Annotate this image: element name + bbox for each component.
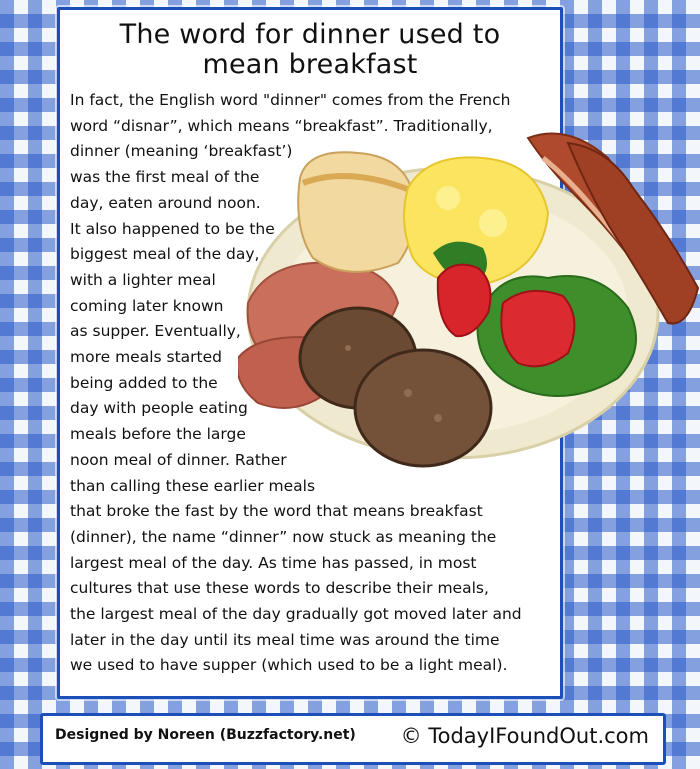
body-line: day with people eating <box>70 399 248 418</box>
body-line: being added to the <box>70 373 218 392</box>
body-line: noon meal of dinner. Rather <box>70 450 287 469</box>
body-line: meals before the large <box>70 425 246 444</box>
body-line: than calling these earlier meals <box>70 476 316 495</box>
patty-texture <box>434 414 442 422</box>
body-line: dinner (meaning ‘breakfast’) <box>70 142 293 161</box>
body-line: largest meal of the day. As time has passed, in most <box>70 553 477 572</box>
body-line: (dinner), the name “dinner” now stuck as meaning the <box>70 527 497 546</box>
strawberry <box>501 291 574 366</box>
egg-curd <box>479 209 507 237</box>
body-line: later in the day until its meal time was around the time <box>70 630 500 649</box>
designer-credit: Designed by Noreen (Buzzfactory.net) <box>55 727 356 743</box>
breakfast-plate-illustration <box>238 118 700 490</box>
biscuit <box>298 152 414 272</box>
body-line: the largest meal of the day gradually got moved later and <box>70 605 522 624</box>
site-credit: © TodayIFoundOut.com <box>400 724 649 748</box>
body-line: word “disnar”, which means “breakfast”. Traditionally, <box>70 116 493 135</box>
body-line: was the first meal of the <box>70 168 260 187</box>
body-line: we used to have supper (which used to be a light meal). <box>70 656 508 675</box>
body-line: It also happened to be the <box>70 219 275 238</box>
body-line: that broke the fast by the word that means breakfast <box>70 502 483 521</box>
egg-curd <box>436 186 460 210</box>
poster-title <box>60 20 560 80</box>
body-line: biggest meal of the day, <box>70 245 260 264</box>
breakfast-plate-image <box>238 118 700 490</box>
body-line: In fact, the English word "dinner" comes from the French <box>70 91 511 109</box>
title-line-1: The word for dinner used to <box>119 19 501 50</box>
body-line: as supper. Eventually, <box>70 322 241 341</box>
patty-texture <box>404 389 412 397</box>
title-line-2: mean breakfast <box>202 49 418 80</box>
body-line: coming later known <box>70 296 224 315</box>
body-line: with a lighter meal <box>70 270 216 289</box>
body-line: more meals started <box>70 348 222 367</box>
body-line: cultures that use these words to describe their meals, <box>70 579 489 598</box>
sausage-patty <box>355 350 491 466</box>
footer-bar <box>40 713 666 765</box>
patty-texture <box>345 345 351 351</box>
body-line: day, eaten around noon. <box>70 193 261 212</box>
